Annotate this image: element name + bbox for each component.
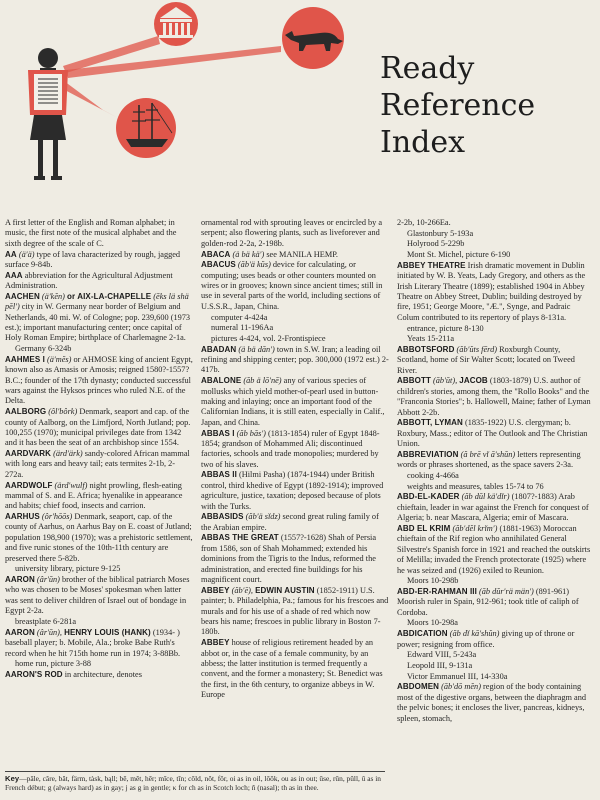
entry-pronunciation: (ôr′hōōs) [41,512,73,522]
entry-text: Irish dramatic movement in Dublin initiated by W. B. Yeats, Lady Gregory, and others as the Irish Literary Theatre (1899); established 1904 in Abbey Theatre on Abbey Street, Dublin; building destroyed by fire, 1951; George Moore, "Æ.", Synge, and Padraic Colum contributed to its repertory of plays 8-131a. [397,260,586,322]
entry-headword: ABDICATION [397,629,448,639]
index-entry [5,575,193,617]
sub-entry-text: Holyrood 5-229b [407,239,465,249]
entry-text: (891-961) Moorish ruler in Spain, 912-961; took title of caliph of Cordoba. [397,586,579,617]
entry-pronunciation: (ăb′ē), [231,585,253,595]
sub-entry [201,323,389,333]
entry-text: letters representing words or phrases shortened, as the space savers 2-3a. [397,449,581,470]
entry-headword: ABBAS I [201,428,235,438]
index-entry [201,638,389,700]
entry-headword: ABBEY [201,585,230,595]
entry-pronunciation: (ä′kĕn) [41,291,65,301]
entry-pronunciation: (ăb dŭl kä′dĭr) [461,492,510,502]
building-icon [154,2,198,46]
entry-pronunciation: (ă brē vĭ ā′shŭn) [460,449,516,459]
sub-entry-text: Germany 6-324b [15,344,72,354]
entry-pronunciation: (ä′mĕs) [47,354,72,364]
sub-entry-text: Mont St. Michel, picture 6-190 [407,250,511,260]
entry-text: brother of the biblical patriarch Moses who was chosen to be Moses' spokesman when latter was sent to deliver children of Israel out of bondage in Egypt 2-2a. [5,575,190,616]
entry-text: (1881-1963) Moroccan chieftain of the Rif region who annihilated General Silvestre's Spanish force in 1921 and reached the outskirts of Melilla; invaded the French protectorate (1925) where he was seized and (1926) exiled to Reunion. [397,523,591,575]
index-column-2 [201,218,389,701]
index-entry [397,218,593,228]
entry-headword: ABBAS THE GREAT [201,533,279,543]
sub-entry [397,229,593,239]
index-entry [5,449,193,480]
entry-headword: AARON [5,575,35,585]
index-entry [201,533,389,585]
entry-text: town in S.W. Iran; a leading oil refining and shipping center; pop. 300,000 (1972 est.) 2-417b. [201,344,389,375]
person-reading-icon [28,48,68,180]
entry-text: (1852-1911) U.S. painter; b. Philadelphia, Pa.; famous for his frescoes and murals and for his use of a shade of red which now bears his name; frescoes in public library in Boston 7-180b. [201,585,389,637]
sub-entry [5,344,193,354]
index-entry [5,355,193,407]
entry-text: abbreviation for the Agricultural Adjustment Administration. [5,270,173,291]
sub-entry-text: pictures 4-424, vol. 2-Frontispiece [211,333,326,343]
entry-text: type of lava characterized by rough, jagged surface 9-84b. [5,249,181,269]
sub-entry-text: Yeats 15-211a [407,334,455,344]
index-column-3 [397,218,593,724]
sub-entry-text: home run, picture 3-88 [15,659,92,669]
dog-icon [282,7,344,69]
entry-text: (1813-1854) ruler of Egypt 1848-1854; grandson of Mohammed Ali; discontinued factories, schools and trade monopolies; murdered by two of his slaves. [201,428,380,469]
entry-text: see MANILA HEMP. [266,249,338,259]
entry-headword: ABBEY [201,638,230,648]
sub-entry [5,617,193,627]
index-entry [201,586,389,638]
sub-entry-text: Glastonbury 5-193a [407,228,474,238]
index-entry [5,292,193,344]
ship-icon [116,98,176,158]
entry-pronunciation: (ĕks lä shä pĕl′) [5,291,189,312]
sub-entry [5,659,193,669]
entry-headword: ABBASIDS [201,512,244,522]
entry-headword: ABBOTT, LYMAN [397,418,463,428]
entry-pronunciation: (ăb′ä sĭdz) [245,512,281,522]
entry-headword: AARON [5,627,35,637]
title-line: Reference [380,88,536,123]
entry-headword: ABBOTSFORD [397,344,455,354]
entry-headword: ABDOMEN [397,682,440,692]
entry-pronunciation: (ăb ä lō′nē) [243,376,282,386]
entry-text: (1807?-1883) Arab chieftain, leader in war against the French for conquest of Algeria; b. near Mascara, Algeria; emir of Mascara. [397,492,589,523]
entry-pronunciation: (ăb′dĕl krĭm′) [452,523,498,533]
entry-pronunciation: (ăb′dō mĕn) [441,682,481,692]
sub-entry [201,334,389,344]
entry-headword: AACHEN [5,291,40,301]
sub-entry-text: weights and measures, tables 15-74 to 76 [407,481,544,491]
entry-pronunciation: (âr′ŭn) [36,575,60,585]
entry-text: Denmark, seaport and cap. of the county of Aalborg, on the Limfjord, North Jutland; pop. 100,255 (1970); municipal privileges date from 1342 and it has been the seat of an archbishop since 1554. [5,407,191,448]
sub-entry-text: numeral 11-196Aa [211,323,274,333]
sub-entry [397,576,593,586]
entry-headword: or AIX-LA-CHAPELLE [67,291,152,301]
index-entry [5,481,193,512]
entry-pronunciation: (ăb′ŭts fērd) [456,344,497,354]
entry-text: house of religious retirement headed by an abbot or, in the case of a female community, by an abbess; the latter institution is termed frequently a convent, and the former a monastery; St. Benedict was the first, in the 6th century, to organize abbeys in W. Europe [201,638,383,700]
entry-headword: HENRY LOUIS (HANK) [64,627,151,637]
title-line: Ready [380,51,475,86]
sub-entry-text: Edward VIII, 5-243a [407,650,477,660]
entry-headword: ABBREVIATION [397,449,459,459]
index-entry [201,260,389,312]
sub-entry-text: Victor Emmanuel III, 14-330a [407,671,508,681]
entry-headword: AARDVARK [5,449,51,459]
sub-entry [397,618,593,628]
entry-text: second great ruling family of the Arabian empire. [201,512,379,532]
entry-headword: ABBOTT [397,376,431,386]
entry-pronunciation: (ä′ä) [18,249,35,259]
entry-text: any of various species of mollusks which yield mother-of-pearl used in button-making and inlaying; once an important food of the Californian Indians, it is still eaten, especially in Calif., Japan, and China. [201,376,385,427]
sub-entry-text: Leopold III, 9-131a [407,661,473,670]
entry-pronunciation: (ä bä kä′) [232,249,265,259]
entry-text: Denmark, seaport, cap. of the county of Aarhus, on Aarhus Bay on E. coast of Jutland; population 198,900 (1970); was a prehistoric settlement, and five runic stones of the 10th-11th century are preserved there 5-82b. [5,512,193,563]
entry-headword: ABBEY THEATRE [397,260,466,270]
index-entry [5,670,193,680]
index-entry [201,470,389,512]
pronunciation-key [5,771,385,792]
sub-entry [397,324,593,334]
sub-entry [397,482,593,492]
entry-pronunciation: (ăb′ŭt), [433,376,458,386]
entry-pronunciation: (ăb dŭr′rä män′) [479,586,534,596]
entry-text: giving up of throne or power; resigning from office. [397,629,575,649]
title-line: Index [380,125,466,160]
entry-headword: AALBORG [5,407,47,417]
index-entry [397,492,593,523]
entry-text: (1557?-1628) Shah of Persia from 1586, son of Shah Mohammed; extended his dominions from the Tigris to the Indus, reformed the administration, and erected fine buildings for his magnificent court. [201,533,377,585]
entry-text: A first letter of the English and Roman alphabet; in music, the first note of the musical alphabet and the sixth degree of the scale of C. [5,218,177,248]
index-entry [5,218,193,249]
index-entry [397,629,593,650]
index-columns [5,218,597,780]
entry-headword: ABD-EL-KADER [397,492,460,502]
entry-text: or AHMOSE king of ancient Egypt, known also as Amasis or Amosis; reigned 1580?-1557? B.C.; founder of the 17th dynasty; conducted successful wars against the Hyksos princes who ruled N.E. of the Delta. [5,354,193,406]
sub-entry-text: entrance, picture 8-130 [407,323,484,333]
index-entry [201,345,389,376]
entry-text: (1803-1879) U.S. author of children's stories, among them, the "Rollo Books" and the "Franconia Stories"; b. Hallowell, Maine; father of Lyman Abbott 2-2b. [397,376,591,417]
sub-entry-text: Moors 10-298a [407,618,458,628]
entry-text: (Hilmi Pasha) (1874-1944) under British control, third khedive of Egypt (1892-1914); improved agriculture, justice, taxation; deposed because of plots with the Turks. [201,470,384,511]
entry-headword: ABADAN [201,344,237,354]
entry-headword: AARDWOLF [5,480,53,490]
index-entry [5,628,193,659]
sub-entry [397,250,593,260]
page-title [380,50,580,161]
sub-entry-text: breastplate 6-281a [15,617,77,626]
sub-entry [397,239,593,249]
entry-text: sandy-colored African mammal with long ears and heavy tail; eats termites 2-1b, 2-272a. [5,449,190,479]
index-entry [201,376,389,428]
sub-entry-text: cooking 4-466a [407,471,459,481]
index-entry [397,345,593,376]
entry-headword: AARHUS [5,512,40,522]
entry-headword: AAHMES I [5,354,45,364]
entry-headword: ABALONE [201,376,242,386]
entry-text: (1835-1922) U.S. clergyman; b. Roxbury, Mass.; editor of The Outlook and The Christian Union. [397,418,588,449]
connector-lines [60,36,281,118]
index-column-1 [5,218,193,681]
entry-text: night prowling, flesh-eating mammal of S. and E. Africa; hyenalike in appearance and habits; chief food, insects and carrion. [5,480,183,511]
sub-entry-text: computer 4-424a [211,312,268,322]
index-entry [397,418,593,449]
sub-entry [397,471,593,481]
entry-pronunciation: (ăb dĭ kā′shŭn) [449,629,500,639]
index-entry [201,250,389,260]
sub-entry-text: Moors 10-298b [407,576,459,586]
index-entry [201,429,389,471]
index-entry [201,218,389,249]
sub-entry [397,661,593,671]
index-entry [5,512,193,564]
sub-entry [5,564,193,574]
entry-pronunciation: (ăb băs′) [236,428,266,438]
index-entry [397,587,593,618]
entry-text: city in W. Germany near border of Belgium and Netherlands, 40 mi. W. of Cologne; pop. 239,600 (1973 est.); important manufacturing center; once capital of Holy Roman Empire; birthplace of Charlemagne 2-1a. [5,302,191,343]
sub-entry [397,672,593,682]
index-entry [397,376,593,418]
index-entry [201,512,389,533]
entry-text: (1934- ) baseball player; b. Mobile, Ala.; broke Babe Ruth's record when he hit 715th home run in 1974; 3-88Bb. [5,627,181,658]
index-entry [5,407,193,449]
sub-entry-text: university library, picture 9-125 [15,564,121,574]
entry-pronunciation: (âr′ŭn), [36,627,63,637]
sub-entry [397,334,593,344]
entry-text: region of the body containing most of the digestive organs, between the diaphragm and the pelvic bones; it encloses the liver, pancreas, kidneys, spleen, stomach, [397,682,587,723]
index-entry [5,271,193,292]
entry-pronunciation: (ä bä dăn′) [238,344,275,354]
entry-headword: ABBAS II [201,470,237,480]
entry-pronunciation: (ärd′wulf) [54,480,88,490]
entry-headword: AARON'S ROD [5,669,63,679]
index-entry [397,261,593,323]
sub-entry [397,650,593,660]
index-entry [397,524,593,576]
entry-headword: AAA [5,270,23,280]
entry-text: 2-2b, 10-266Ea. [397,218,451,227]
entry-headword: AA [5,249,17,259]
entry-headword: ABD EL KRIM [397,523,451,533]
entry-pronunciation: (ăb′ä kŭs) [237,260,271,270]
entry-headword: ABACUS [201,260,236,270]
entry-headword: JACOB [459,376,488,386]
entry-pronunciation: (ôl′bôrk) [48,407,78,417]
entry-text: ornamental rod with sprouting leaves or encircled by a serpent; also flowering plants, such as liveforever and golden-rod 2-2a, 2-198b. [201,218,383,248]
key-text: —pāle, câre, băt, färm, tàsk, bąll; bē, mĕt, hēr; mīce, tĭn; cōld, nŏt, fôr, oi as in oil, lōōk, ou as in out; ūse, rūn, pŭll, û as in French début; g (always hard) as in gay; j as g in gentle; κ for ch as in Scotch loch; ñ (nasal); th as in thee. [5,774,381,792]
index-entry [397,682,593,724]
key-label: Key [5,774,20,783]
illustration [0,0,372,200]
index-entry [397,450,593,471]
entry-headword: EDWIN AUSTIN [255,585,315,595]
sub-entry [201,313,389,323]
entry-text: device for calculating, or computing; uses beads or other counters mounted on wires or in grooves; known since ancient times; still in use in several parts of the world, including sections of U.S.S.R., Japan, China. [201,260,383,311]
entry-text: Roxburgh County, Scotland, home of Sir Walter Scott; located on Tweed River. [397,344,575,375]
index-entry [5,250,193,271]
entry-text: in architecture, denotes [64,669,142,679]
entry-pronunciation: (ärd′ärk) [53,449,83,459]
entry-headword: ABACA [201,249,231,259]
entry-headword: ABD-ER-RAHMAN III [397,586,477,596]
